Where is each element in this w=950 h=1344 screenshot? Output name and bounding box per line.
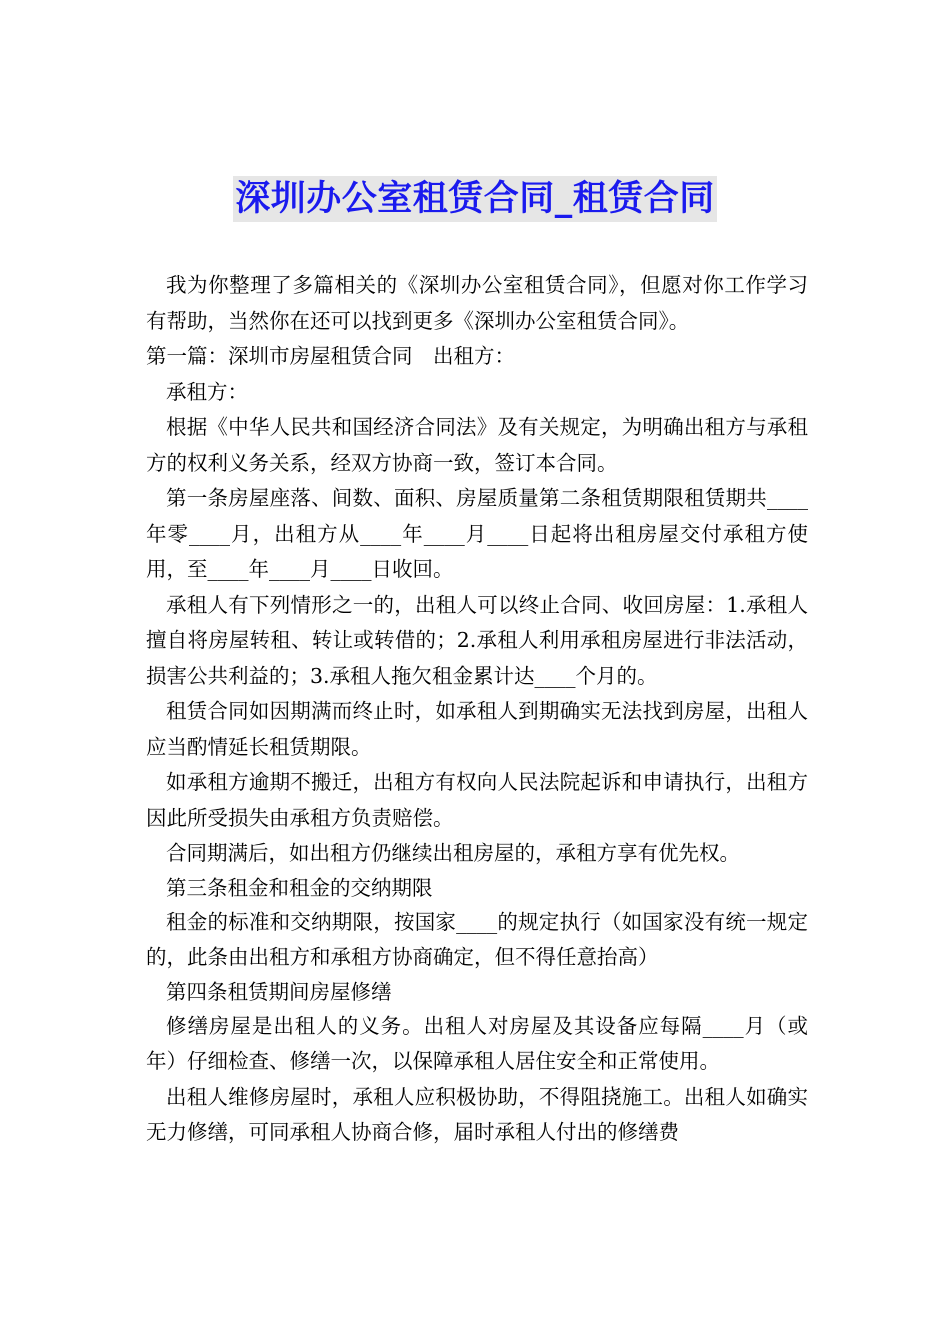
paragraph-article-3-heading: 第三条租金和租金的交纳期限 bbox=[166, 875, 433, 900]
paragraph-repair-duty: 修缮房屋是出租人的义务。出租人对房屋及其设备应每隔____月（或年）仔细检查、修缮一次，以保障承租人居住安全和正常使用。 bbox=[146, 1013, 808, 1073]
paragraph-article-1-2: 第一条房屋座落、间数、面积、房屋质量第二条租赁期限租赁期共____年零____月，出租方从____年____月____日起将出租房屋交付承租方使用，至____年____月____日收回。 bbox=[146, 486, 808, 581]
paragraph-rent-standard: 租金的标准和交纳期限，按国家____的规定执行（如国家没有统一规定的，此条由出租方和承租方协商确定，但不得任意抬高） bbox=[146, 909, 808, 969]
paragraph-part-one-heading: 第一篇：深圳市房屋租赁合同 出租方： bbox=[146, 344, 515, 368]
paragraph-termination-conditions: 承租人有下列情形之一的，出租人可以终止合同、收回房屋：1.承租人擅自将房屋转租、转让或转借的；2.承租人利用承租房屋进行非法活动，损害公共利益的；3.承租人拖欠租金累计达____个月的。 bbox=[146, 592, 808, 688]
paragraph-article-4-heading: 第四条租赁期间房屋修缮 bbox=[166, 979, 392, 1004]
paragraph-legal-basis: 根据《中华人民共和国经济合同法》及有关规定，为明确出租方与承租方的权利义务关系，经双方协商一致，签订本合同。 bbox=[146, 415, 808, 475]
document-body bbox=[146, 268, 808, 1151]
paragraph-repair-cooperation: 出租人维修房屋时，承租人应积极协助，不得阻挠施工。出租人如确实无力修缮，可同承租人协商合修，届时承租人付出的修缮费 bbox=[146, 1084, 808, 1144]
paragraph-overdue-eviction: 如承租方逾期不搬迁，出租方有权向人民法院起诉和申请执行，出租方因此所受损失由承租方负责赔偿。 bbox=[146, 770, 808, 830]
document-title: 深圳办公室租赁合同_租赁合同 bbox=[233, 176, 717, 222]
paragraph-intro: 我为你整理了多篇相关的《深圳办公室租赁合同》，但愿对你工作学习有帮助，当然你在还可以找到更多《深圳办公室租赁合同》。 bbox=[146, 273, 808, 333]
paragraph-priority-right: 合同期满后，如出租方仍继续出租房屋的，承租方享有优先权。 bbox=[166, 841, 740, 865]
paragraph-lessee: 承租方： bbox=[166, 379, 248, 404]
paragraph-expiry-extension: 租赁合同如因期满而终止时，如承租人到期确实无法找到房屋，出租人应当酌情延长租赁期限。 bbox=[146, 699, 808, 759]
title-container bbox=[0, 176, 950, 222]
